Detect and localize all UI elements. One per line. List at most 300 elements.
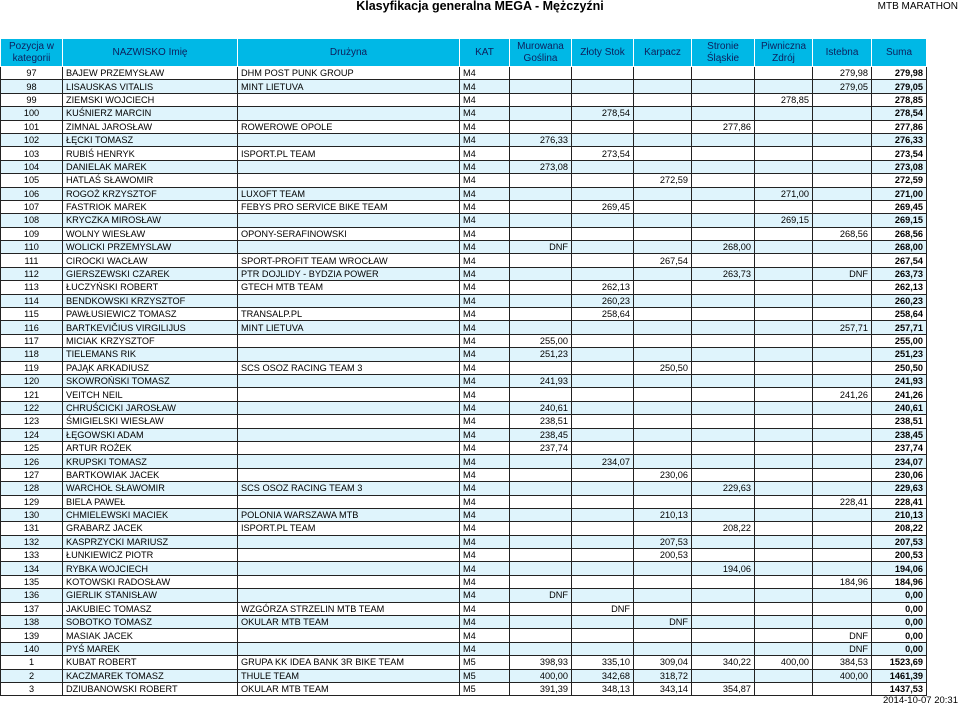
table-cell: 105: [1, 174, 63, 187]
table-cell: 241,26: [813, 388, 872, 401]
table-cell: [510, 107, 572, 120]
table-cell: 117: [1, 334, 63, 347]
table-cell: M4: [460, 321, 510, 334]
table-cell: 273,54: [572, 147, 634, 160]
table-cell: 109: [1, 227, 63, 240]
table-row: [1, 522, 927, 535]
table-cell: 258,64: [872, 308, 927, 321]
table-cell: 230,06: [634, 468, 692, 481]
table-row: [1, 214, 927, 227]
table-cell: [692, 388, 755, 401]
table-cell: [755, 267, 813, 280]
table-cell: DNF: [634, 616, 692, 629]
table-cell: 240,61: [872, 401, 927, 414]
table-cell: [813, 682, 872, 695]
table-cell: 132: [1, 535, 63, 548]
table-cell: TRANSALP.PL: [238, 308, 460, 321]
table-cell: [634, 120, 692, 133]
table-cell: 278,85: [872, 93, 927, 106]
table-cell: DANIELAK MAREK: [63, 160, 238, 173]
table-cell: [813, 281, 872, 294]
table-cell: 273,08: [510, 160, 572, 173]
table-cell: [510, 174, 572, 187]
table-cell: [238, 241, 460, 254]
table-cell: ISPORT.PL TEAM: [238, 147, 460, 160]
table-row: [1, 254, 927, 267]
table-row: [1, 361, 927, 374]
table-cell: [510, 522, 572, 535]
table-cell: [692, 415, 755, 428]
table-cell: M4: [460, 495, 510, 508]
table-row: [1, 535, 927, 548]
table-cell: 279,98: [872, 67, 927, 80]
table-cell: DNF: [813, 267, 872, 280]
table-cell: 107: [1, 200, 63, 213]
table-cell: 140: [1, 642, 63, 655]
table-cell: [813, 107, 872, 120]
table-cell: [755, 388, 813, 401]
table-cell: [510, 482, 572, 495]
table-cell: [692, 348, 755, 361]
table-cell: M4: [460, 602, 510, 615]
table-cell: [238, 562, 460, 575]
column-header: Drużyna: [238, 39, 460, 67]
table-cell: 271,00: [872, 187, 927, 200]
table-cell: [755, 227, 813, 240]
table-cell: [238, 388, 460, 401]
table-cell: M4: [460, 281, 510, 294]
table-row: [1, 401, 927, 414]
table-row: [1, 508, 927, 521]
table-cell: [755, 589, 813, 602]
table-cell: M4: [460, 147, 510, 160]
table-cell: [238, 549, 460, 562]
table-cell: 2: [1, 669, 63, 682]
table-cell: SKOWROŃSKI TOMASZ: [63, 374, 238, 387]
table-cell: DNF: [813, 642, 872, 655]
table-cell: KUBAT ROBERT: [63, 656, 238, 669]
table-cell: M4: [460, 642, 510, 655]
table-cell: LUXOFT TEAM: [238, 187, 460, 200]
table-row: [1, 428, 927, 441]
table-cell: [813, 455, 872, 468]
column-header: Złoty Stok: [572, 39, 634, 67]
table-cell: 100: [1, 107, 63, 120]
table-cell: 0,00: [872, 629, 927, 642]
table-row: [1, 575, 927, 588]
table-cell: 136: [1, 589, 63, 602]
table-cell: 269,45: [572, 200, 634, 213]
table-cell: 207,53: [634, 535, 692, 548]
table-cell: 128: [1, 482, 63, 495]
table-cell: [755, 281, 813, 294]
column-header: Istebna: [813, 39, 872, 67]
table-cell: 116: [1, 321, 63, 334]
table-cell: [813, 174, 872, 187]
table-cell: 343,14: [634, 682, 692, 695]
table-cell: MICIAK KRZYSZTOF: [63, 334, 238, 347]
table-cell: JAKUBIEC TOMASZ: [63, 602, 238, 615]
table-cell: 263,73: [872, 267, 927, 280]
table-cell: [510, 549, 572, 562]
table-cell: WOLICKI PRZEMYSLAW: [63, 241, 238, 254]
table-cell: [238, 401, 460, 414]
table-cell: [572, 120, 634, 133]
table-cell: [813, 616, 872, 629]
table-cell: [510, 508, 572, 521]
table-cell: [755, 294, 813, 307]
table-cell: 342,68: [572, 669, 634, 682]
table-cell: 0,00: [872, 616, 927, 629]
table-cell: M4: [460, 575, 510, 588]
table-row: [1, 147, 927, 160]
table-cell: [634, 200, 692, 213]
table-cell: 194,06: [692, 562, 755, 575]
table-cell: [813, 508, 872, 521]
table-cell: KOTOWSKI RADOSŁAW: [63, 575, 238, 588]
table-cell: M4: [460, 482, 510, 495]
table-cell: 229,63: [692, 482, 755, 495]
table-cell: [755, 147, 813, 160]
table-cell: 279,05: [872, 80, 927, 93]
table-cell: 129: [1, 495, 63, 508]
table-cell: BENDKOWSKI KRZYSZTOF: [63, 294, 238, 307]
table-cell: [634, 133, 692, 146]
table-cell: M4: [460, 80, 510, 93]
table-cell: M4: [460, 508, 510, 521]
table-cell: [634, 294, 692, 307]
table-cell: 354,87: [692, 682, 755, 695]
table-cell: [692, 495, 755, 508]
table-row: [1, 374, 927, 387]
table-cell: 139: [1, 629, 63, 642]
table-cell: [692, 67, 755, 80]
table-cell: [510, 455, 572, 468]
table-cell: [510, 629, 572, 642]
table-cell: 278,54: [572, 107, 634, 120]
table-cell: [755, 562, 813, 575]
table-cell: [813, 428, 872, 441]
table-cell: [755, 415, 813, 428]
table-cell: SCS OSOZ RACING TEAM 3: [238, 482, 460, 495]
table-cell: [634, 241, 692, 254]
table-cell: M4: [460, 616, 510, 629]
table-cell: ZIEMSKI WOJCIECH: [63, 93, 238, 106]
table-cell: [692, 361, 755, 374]
results-table: [0, 38, 927, 696]
table-cell: [510, 120, 572, 133]
table-cell: [238, 294, 460, 307]
table-cell: MINT LIETUVA: [238, 321, 460, 334]
table-cell: 123: [1, 415, 63, 428]
table-cell: 1437,53: [872, 682, 927, 695]
table-cell: [813, 254, 872, 267]
table-cell: DNF: [813, 629, 872, 642]
table-cell: [510, 616, 572, 629]
table-cell: 267,54: [634, 254, 692, 267]
table-cell: 384,53: [813, 656, 872, 669]
column-header: NAZWISKO Imię: [63, 39, 238, 67]
table-cell: [755, 361, 813, 374]
table-cell: MASIAK JACEK: [63, 629, 238, 642]
table-row: [1, 241, 927, 254]
table-cell: [692, 575, 755, 588]
table-cell: [813, 562, 872, 575]
table-cell: KRYCZKA MIROSŁAW: [63, 214, 238, 227]
table-cell: BARTKOWIAK JACEK: [63, 468, 238, 481]
table-cell: [510, 294, 572, 307]
table-cell: [510, 602, 572, 615]
table-cell: [813, 93, 872, 106]
table-cell: [692, 147, 755, 160]
table-cell: [813, 374, 872, 387]
table-cell: KRUPSKI TOMASZ: [63, 455, 238, 468]
table-cell: M5: [460, 669, 510, 682]
table-cell: 119: [1, 361, 63, 374]
table-cell: [755, 174, 813, 187]
page-title: Klasyfikacja generalna MEGA - Mężczyźni: [356, 0, 604, 13]
table-cell: GRUPA KK IDEA BANK 3R BIKE TEAM: [238, 656, 460, 669]
table-cell: [572, 361, 634, 374]
table-cell: 208,22: [692, 522, 755, 535]
table-row: [1, 107, 927, 120]
table-cell: 268,56: [813, 227, 872, 240]
table-cell: [755, 374, 813, 387]
table-cell: 108: [1, 214, 63, 227]
table-cell: [238, 455, 460, 468]
table-cell: M4: [460, 187, 510, 200]
table-cell: [692, 535, 755, 548]
table-cell: 237,74: [510, 441, 572, 454]
table-cell: M4: [460, 93, 510, 106]
table-cell: [634, 187, 692, 200]
table-cell: [755, 321, 813, 334]
table-cell: ARTUR ROŻEK: [63, 441, 238, 454]
column-header: KAT: [460, 39, 510, 67]
table-cell: 267,54: [872, 254, 927, 267]
table-cell: 318,72: [634, 669, 692, 682]
table-cell: [755, 241, 813, 254]
table-cell: 269,15: [755, 214, 813, 227]
table-cell: [510, 321, 572, 334]
table-cell: [813, 308, 872, 321]
table-cell: [813, 441, 872, 454]
table-cell: [692, 321, 755, 334]
table-cell: 229,63: [872, 482, 927, 495]
table-cell: [634, 455, 692, 468]
table-cell: 127: [1, 468, 63, 481]
table-cell: [755, 308, 813, 321]
table-cell: 250,50: [872, 361, 927, 374]
table-cell: [755, 682, 813, 695]
timestamp: 2014-10-07 20:31: [882, 695, 958, 706]
table-cell: DHM POST PUNK GROUP: [238, 67, 460, 80]
table-cell: ROWEROWE OPOLE: [238, 120, 460, 133]
table-row: [1, 482, 927, 495]
table-cell: [238, 174, 460, 187]
table-cell: 250,50: [634, 361, 692, 374]
table-cell: [755, 575, 813, 588]
table-cell: 255,00: [510, 334, 572, 347]
table-cell: 125: [1, 441, 63, 454]
table-cell: [572, 67, 634, 80]
table-cell: [572, 575, 634, 588]
table-cell: PAWŁUSIEWICZ TOMASZ: [63, 308, 238, 321]
table-cell: ZIMNAL JAROSŁAW: [63, 120, 238, 133]
table-cell: [755, 642, 813, 655]
table-cell: 391,39: [510, 682, 572, 695]
table-cell: [572, 428, 634, 441]
table-cell: FASTRIOK MAREK: [63, 200, 238, 213]
table-cell: [510, 93, 572, 106]
table-cell: M4: [460, 388, 510, 401]
table-cell: [572, 535, 634, 548]
table-cell: [692, 80, 755, 93]
table-cell: [692, 308, 755, 321]
table-cell: [634, 348, 692, 361]
table-cell: [692, 441, 755, 454]
table-row: [1, 294, 927, 307]
table-cell: 208,22: [872, 522, 927, 535]
table-cell: [572, 214, 634, 227]
table-cell: [572, 187, 634, 200]
table-cell: [238, 93, 460, 106]
table-cell: 210,13: [872, 508, 927, 521]
table-cell: [634, 415, 692, 428]
table-cell: 121: [1, 388, 63, 401]
table-cell: [510, 495, 572, 508]
table-cell: M4: [460, 200, 510, 213]
table-cell: 238,45: [510, 428, 572, 441]
table-cell: M5: [460, 656, 510, 669]
table-cell: [238, 160, 460, 173]
table-cell: [692, 107, 755, 120]
table-cell: [572, 80, 634, 93]
table-cell: 114: [1, 294, 63, 307]
table-cell: 263,73: [692, 267, 755, 280]
table-cell: [510, 361, 572, 374]
table-cell: 0,00: [872, 642, 927, 655]
table-cell: 238,51: [872, 415, 927, 428]
table-cell: 241,93: [510, 374, 572, 387]
table-cell: [755, 80, 813, 93]
table-cell: 131: [1, 522, 63, 535]
table-cell: M4: [460, 535, 510, 548]
table-cell: [692, 508, 755, 521]
table-cell: 278,85: [755, 93, 813, 106]
page-header: [0, 0, 960, 14]
table-cell: PTR DOJLIDY - BYDZIA POWER: [238, 267, 460, 280]
table-row: [1, 267, 927, 280]
table-cell: [692, 200, 755, 213]
table-cell: [755, 616, 813, 629]
table-cell: 1: [1, 656, 63, 669]
table-cell: [634, 107, 692, 120]
table-cell: WZGÓRZA STRZELIN MTB TEAM: [238, 602, 460, 615]
table-cell: 238,51: [510, 415, 572, 428]
table-cell: 277,86: [872, 120, 927, 133]
table-cell: [572, 482, 634, 495]
table-cell: M4: [460, 133, 510, 146]
table-cell: [572, 642, 634, 655]
table-cell: 200,53: [872, 549, 927, 562]
table-cell: 120: [1, 374, 63, 387]
table-cell: M4: [460, 374, 510, 387]
table-cell: M4: [460, 214, 510, 227]
table-cell: GIERSZEWSKI CZAREK: [63, 267, 238, 280]
table-cell: [510, 200, 572, 213]
brand-label: MTB MARATHON: [877, 1, 958, 12]
table-cell: 273,08: [872, 160, 927, 173]
table-cell: WOLNY WIESŁAW: [63, 227, 238, 240]
table-cell: 262,13: [572, 281, 634, 294]
table-cell: [755, 334, 813, 347]
table-cell: [755, 602, 813, 615]
table-row: [1, 669, 927, 682]
table-cell: [238, 495, 460, 508]
table-cell: M4: [460, 428, 510, 441]
table-cell: [634, 281, 692, 294]
table-cell: 238,45: [872, 428, 927, 441]
table-cell: SOBOTKO TOMASZ: [63, 616, 238, 629]
table-cell: [692, 642, 755, 655]
table-cell: 260,23: [872, 294, 927, 307]
table-cell: M4: [460, 549, 510, 562]
table-row: [1, 616, 927, 629]
table-cell: CHRUŚCICKI JAROSŁAW: [63, 401, 238, 414]
table-cell: CIROCKI WACŁAW: [63, 254, 238, 267]
table-cell: [238, 428, 460, 441]
table-cell: M4: [460, 562, 510, 575]
table-cell: 257,71: [872, 321, 927, 334]
table-header-row: [1, 39, 927, 67]
table-cell: 106: [1, 187, 63, 200]
table-cell: M4: [460, 629, 510, 642]
table-cell: TIELEMANS RIK: [63, 348, 238, 361]
table-cell: [634, 67, 692, 80]
table-cell: 260,23: [572, 294, 634, 307]
table-cell: M4: [460, 174, 510, 187]
table-cell: [692, 294, 755, 307]
table-cell: [572, 93, 634, 106]
table-cell: [692, 374, 755, 387]
table-cell: M4: [460, 254, 510, 267]
table-cell: [813, 334, 872, 347]
table-cell: ŁĘGOWSKI ADAM: [63, 428, 238, 441]
table-cell: [755, 495, 813, 508]
table-cell: M4: [460, 294, 510, 307]
table-cell: [692, 133, 755, 146]
table-cell: 126: [1, 455, 63, 468]
column-header: Karpacz: [634, 39, 692, 67]
table-cell: 133: [1, 549, 63, 562]
table-cell: [692, 174, 755, 187]
table-cell: [572, 254, 634, 267]
table-cell: 210,13: [634, 508, 692, 521]
table-cell: [634, 482, 692, 495]
table-cell: [813, 348, 872, 361]
table-cell: [572, 629, 634, 642]
table-cell: [572, 401, 634, 414]
table-cell: [572, 348, 634, 361]
table-cell: M4: [460, 589, 510, 602]
table-cell: 279,98: [813, 67, 872, 80]
column-header: Murowana Goślina: [510, 39, 572, 67]
table-cell: [238, 214, 460, 227]
table-cell: [692, 334, 755, 347]
table-cell: M4: [460, 401, 510, 414]
table-cell: [813, 522, 872, 535]
